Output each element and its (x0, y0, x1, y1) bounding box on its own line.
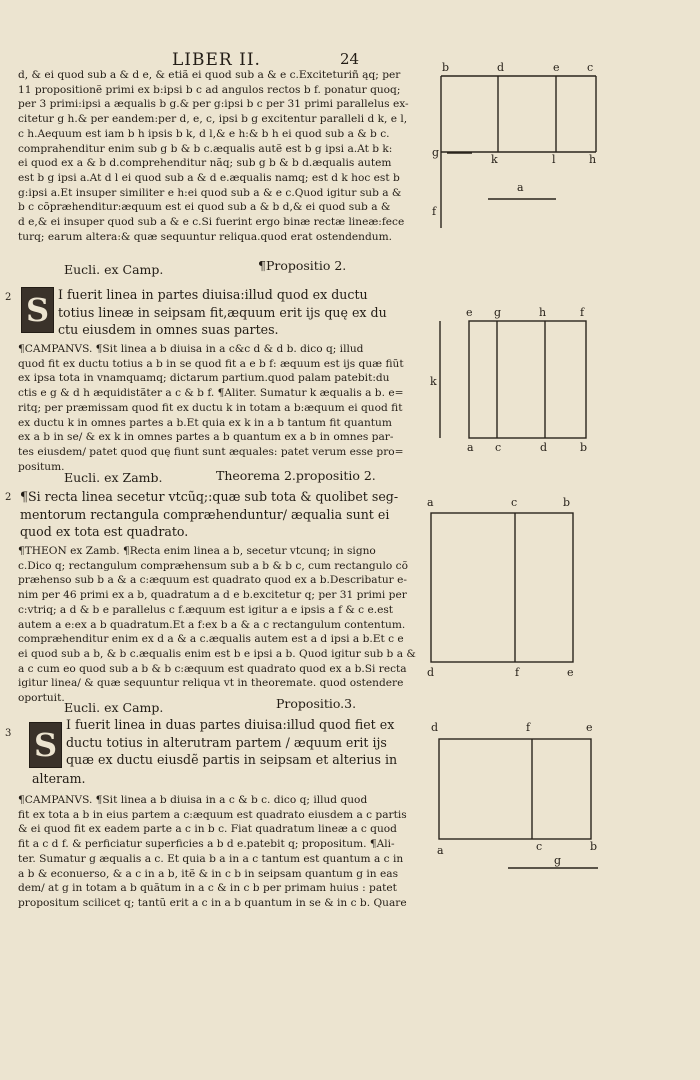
fig4-label: a (437, 844, 444, 857)
fig1-label: a (517, 181, 524, 194)
text-line: citetur g h.& per eandem:per d, e, c, ipsi b g excitentur paralleli d k, e l, (18, 113, 408, 126)
proposition-statement-end: alteram. (32, 771, 86, 786)
fig3-label: e (567, 666, 574, 679)
margin-number: 2 (5, 292, 12, 303)
fig4-label: c (536, 840, 543, 853)
fig4-label: e (586, 721, 593, 734)
text-line: quod ex tota est quadrato. (20, 524, 189, 539)
text-line: c.Dico q; rectangulum compræhensum sub a b & b c, cum rectangulo cõ (18, 559, 408, 572)
fig1-label: g (432, 146, 440, 159)
text-line: ter. Sumatur g æqualis a c. Et quia b a in a c tantum est quantum a c in (18, 852, 404, 865)
text-line: oportuit. (18, 692, 65, 705)
fig1-label: h (589, 153, 597, 166)
text-line: ¶Si recta linea secetur vtcũq;:quæ sub tota & quolibet seg- (20, 489, 399, 504)
text-line: I fuerit linea in duas partes diuisa:illud quod fiet ex (66, 717, 395, 732)
proposition-heading: Propositio.3. (276, 696, 357, 711)
fig1-label: b (442, 61, 450, 74)
text-line: c h.Aequum est iam b h ipsis b k, d l,& e h:& b h ei quod sub a & b c. (18, 127, 390, 140)
fig2-label: d (540, 441, 548, 454)
text-line: est b g ipsi a.At d l ei quod sub a & d e.æqualis namq; est d k hoc est b (18, 171, 400, 184)
page-number: 24 (340, 50, 360, 68)
text-line: igitur linea/ & quæ sequuntur reliqua vt in theoremate. quod ostendere (18, 677, 404, 690)
fig2-label: h (539, 306, 547, 319)
fig2-label: g (494, 306, 502, 319)
fig3-label: d (427, 666, 435, 679)
running-head-title: LIBER II. (172, 50, 261, 70)
text-line: ductu totius in alterutram partem / æquum erit ijs (66, 734, 387, 750)
text-line: quæ ex ductu eiusdẽ partis in seipsam et alterius in (66, 752, 398, 767)
fig4-label: b (590, 840, 598, 853)
text-line: per 3 primi:ipsi a æqualis b g.& per g:ipsi b c per 31 primi parallelus ex- (18, 98, 409, 111)
fig3-label: c (511, 496, 518, 509)
text-line: a b & econuerso, & a c in a b, itẽ & in c b in seipsam quantum g in eas (18, 867, 399, 880)
fig1-label: f (432, 205, 437, 218)
fig4-label: g (554, 854, 562, 867)
text-line: autem a e:ex a b quadratum.Et a f:ex b a & a c rectangulum contentum. (18, 618, 406, 631)
figure-3 (427, 496, 574, 679)
text-line: c:vtriq; a d & b e parallelus c f.æquum est igitur a e ipsis a f & c e.est (18, 603, 394, 616)
figure-2 (430, 306, 587, 454)
fig4-label: d (431, 721, 439, 734)
text-line: nim per 46 primi ex a b, quadratum a d e b.excitetur q; per 31 primi per (18, 589, 407, 602)
text-line: ex ductu k in omnes partes a b.Et quia ex k in a b tantum fit quantum (18, 416, 392, 429)
text-line: compræhenditur enim ex d a & a c.æqualis autem est a d ipsi a b.Et c e (18, 633, 404, 646)
text-line: a c cum eo quod sub a b & b c:æquum est quadrato quod ex a b.Si recta (18, 662, 407, 675)
text-line: ¶CAMPANVS. ¶Sit linea a b diuisa in a c&c d & d b. dico q; illud (18, 343, 364, 355)
text-line: præhenso sub b a & a c:æquum est quadrato quod ex a b.Describatur e- (18, 574, 407, 587)
fig2-label: b (580, 441, 588, 454)
text-line: & ei quod fit ex eadem parte a c in b c. Fiat quadratum lineæ a c quod (18, 823, 397, 836)
figure-1 (432, 61, 596, 228)
fig1-label: c (587, 61, 594, 74)
text-line: g:ipsi a.Et insuper similiter e h:ei quod sub a & e c.Quod igitur sub a & (18, 186, 402, 199)
section-source-camp: Eucli. ex Camp. (64, 700, 164, 715)
section-source-camp: Eucli. ex Camp. (64, 262, 164, 277)
theorem-heading: Theorema 2.propositio 2. (216, 468, 376, 483)
section-source-zamb: Eucli. ex Zamb. (64, 470, 163, 485)
fig4-label: f (526, 721, 531, 734)
text-line: quod fit ex ductu totius a b in se quod fit a e b f: æquum est ijs quæ fiũt (18, 357, 404, 370)
text-line: comprahenditur enim sub g b & b c.æqualis autẽ est b g ipsi a.At b k: (18, 142, 393, 155)
fig1-label: k (491, 153, 498, 166)
proposition-heading: ¶Propositio 2. (258, 258, 347, 273)
fig2-label: c (495, 441, 502, 454)
text-line: ctu eiusdem in omnes suas partes. (58, 322, 279, 337)
text-line: ritq; per præmissam quod fit ex ductu k in totam a b:æquum ei quod fit (18, 401, 403, 414)
text-line: mentorum rectangula compræhenduntur/ æqualia sunt ei (20, 506, 390, 522)
text-line: d, & ei quod sub a & d e, & etiã ei quod sub a & e c.Exciteturiñ ąq; per (18, 69, 401, 81)
fig1-label: e (553, 61, 560, 74)
fig3-label: f (515, 666, 520, 679)
margin-number: 2 (5, 492, 12, 503)
decorated-initial: S (29, 722, 62, 768)
text-line: b c cõpræhenditur:æquum est ei quod sub a & b d,& ei quod sub a & (18, 201, 391, 214)
text-line: fit a c d f. & perficiatur superficies a b d e.patebit q; propositum. ¶Ali- (18, 838, 395, 851)
text-line: 11 propositionẽ primi ex b:ipsi b c ad angulos rectos b f. ponatur quoq; (18, 83, 401, 96)
text-line: turq; earum altera:& quæ sequuntur reliqua.quod erat ostendendum. (18, 230, 392, 243)
fig2-label: f (580, 306, 585, 319)
text-line: dem/ at g in totam a b quãtum in a c & in c b per primam huius : patet (18, 882, 397, 895)
text-line: ei quod sub a b, & b c.æqualis enim est b e ipsi a b. Quod igitur sub b a & (18, 647, 416, 660)
fig1-label: d (497, 61, 505, 74)
fig3-label: a (427, 496, 434, 509)
text-line: ctis e g & d h æquidistãter a c & b f. ¶Aliter. Sumatur k æqualis a b. e= (18, 387, 404, 400)
margin-number: 3 (5, 728, 12, 739)
fig2-label: e (466, 306, 473, 319)
decorated-initial: S (21, 287, 54, 333)
text-line: ¶THEON ex Zamb. ¶Recta enim linea a b, secetur vtcunq; in signo (18, 545, 376, 557)
figure-4 (431, 721, 598, 868)
fig2-label: a (467, 441, 474, 454)
text-line: ex ipsa tota in vnamquamq; dictarum partium.quod palam patebit:du (18, 372, 390, 385)
text-line: d e,& ei insuper quod sub a & e c.Si fuerint ergo binæ rectæ lineæ:fece (18, 216, 405, 229)
fig3-label: b (563, 496, 571, 509)
fig2-label: k (430, 375, 437, 388)
fig1-label: l (552, 153, 556, 166)
text-line: propositum scilicet q; tantũ erit a c in a b quantum in se & in c b. Quare (18, 896, 407, 909)
text-line: ¶CAMPANVS. ¶Sit linea a b diuisa in a c & b c. dico q; illud quod (18, 794, 368, 806)
text-line: fit ex tota a b in eius partem a c:æquum est quadrato eiusdem a c partis (18, 808, 407, 821)
text-line: positum. (18, 460, 65, 473)
text-line: totius lineæ in seipsam fit,æquum erit ijs quę ex du (58, 304, 387, 320)
text-line: ex a b in se/ & ex k in omnes partes a b quantum ex a b in omnes par- (18, 431, 394, 444)
text-line: ei quod ex a & b d.comprehenditur nãq; sub g b & b d.æqualis autem (18, 157, 392, 170)
text-line: tes eiusdem/ patet quod quę fiunt sunt æquales: patet verum esse pro= (18, 445, 404, 458)
text-line: I fuerit linea in partes diuisa:illud quod ex ductu (58, 287, 368, 302)
